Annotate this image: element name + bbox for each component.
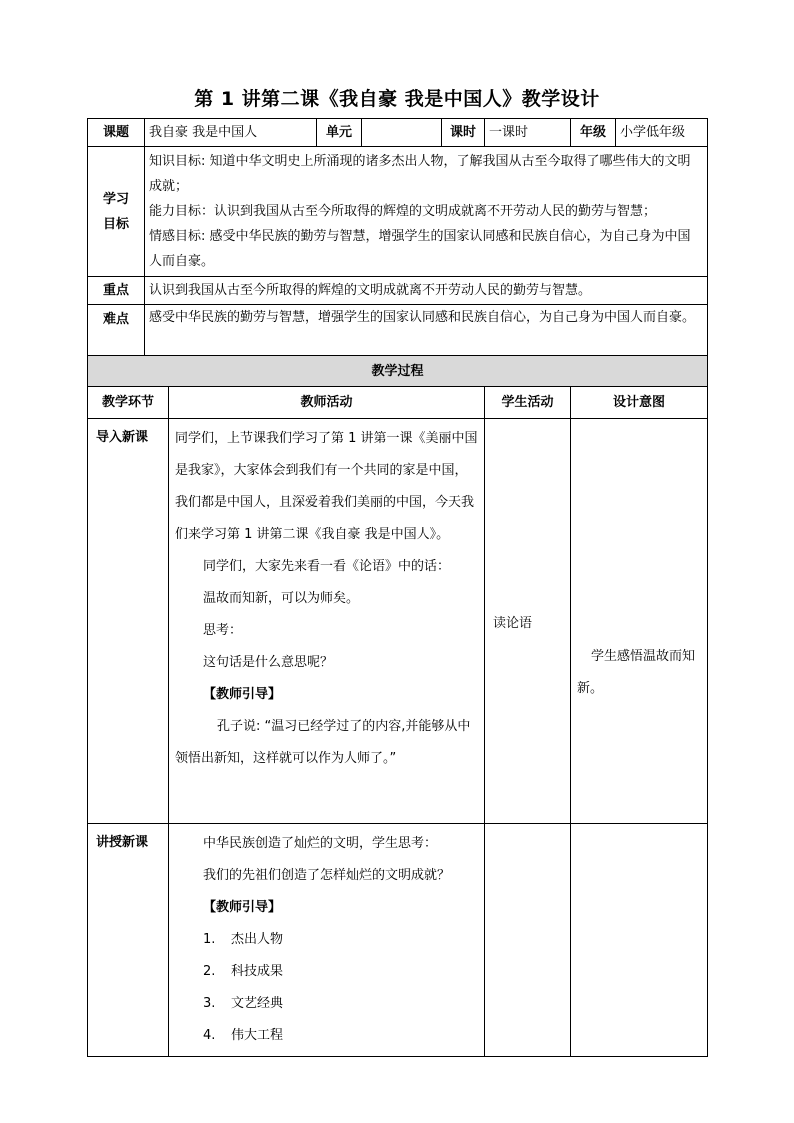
list-item-num: 3.: [203, 996, 216, 1011]
page-title: 第 1 讲第二课《我自豪 我是中国人》教学设计: [194, 88, 600, 110]
unit-value: [362, 119, 442, 147]
new-lead: 中华民族创造了灿烂的文明，学生思考：: [203, 836, 438, 851]
goals-label: 学习 目标: [88, 147, 145, 277]
key-point-text: 认识到我国从古至今所取得的辉煌的文明成就离不开劳动人民的勤劳与智慧。: [145, 277, 708, 305]
new-question: 我们的先祖们创造了怎样灿烂的文明成就？: [203, 868, 451, 883]
hours-label: 课时: [442, 119, 485, 147]
process-header: 教学过程: [88, 356, 708, 387]
list-item-text: 伟大工程: [231, 1028, 284, 1043]
goals-row: [88, 147, 708, 277]
list-item: [175, 1020, 478, 1052]
stage-intro: 导入新课: [88, 419, 169, 824]
info-row: [88, 119, 708, 147]
topic-label: 课题: [88, 119, 145, 147]
section-intro-row: [88, 419, 708, 824]
col-teacher: 教师活动: [169, 387, 485, 419]
list-item: [175, 956, 478, 988]
list-item-text: 文艺经典: [231, 996, 284, 1011]
student-activity-intro: 读论语: [485, 419, 571, 824]
key-point-row: [88, 277, 708, 305]
intent-intro: 学生感悟温故而知新。: [571, 419, 708, 824]
list-item-text: 杰出人物: [231, 932, 284, 947]
answer-text: 孔子说: “温习已经学过了的内容,并能够从中领悟出新知，这样就可以作为人师了。”: [175, 719, 471, 766]
stage-new: 讲授新课: [88, 824, 169, 1057]
column-header-row: [88, 387, 708, 419]
guide-label: 【教师引导】: [203, 687, 282, 702]
col-stage: 教学环节: [88, 387, 169, 419]
list-item: [175, 988, 478, 1020]
key-point-label: 重点: [88, 277, 145, 305]
new-guide-label: 【教师引导】: [203, 900, 282, 915]
process-header-row: [88, 356, 708, 387]
difficulty-row: [88, 305, 708, 356]
list-item-num: 1.: [203, 932, 216, 947]
unit-label: 单元: [317, 119, 362, 147]
goal-emotion: 情感目标: 感受中华民族的勤劳与智慧，增强学生的国家认同感和民族自信心，为自己身为中国人而自豪。: [149, 229, 691, 269]
student-activity-new: [485, 824, 571, 1057]
list-item: [175, 924, 478, 956]
difficulty-text: 感受中华民族的勤劳与智慧，增强学生的国家认同感和民族自信心，为自己身为中国人而自豪。: [145, 305, 708, 356]
col-student: 学生活动: [485, 387, 571, 419]
goal-knowledge: 知识目标: 知道中华文明史上所涌现的诸多杰出人物，了解我国从古至今取得了哪些伟大的文明成就；: [149, 154, 691, 194]
list-item-num: 4.: [203, 1028, 216, 1043]
list-item-num: 2.: [203, 964, 216, 979]
think-label: 思考：: [203, 623, 243, 638]
difficulty-label: 难点: [88, 305, 145, 356]
list-item-text: 科技成果: [231, 964, 284, 979]
quote-lead: 同学们，大家先来看一看《论语》中的话：: [203, 559, 451, 574]
col-intent: 设计意图: [571, 387, 708, 419]
hours-value: 一课时: [485, 119, 571, 147]
intent-new: [571, 824, 708, 1057]
grade-value: 小学低年级: [616, 119, 708, 147]
topic-value: 我自豪 我是中国人: [145, 119, 317, 147]
quote-text: 温故而知新，可以为师矣。: [203, 591, 360, 606]
section-new-row: [88, 824, 708, 1057]
lesson-plan-table: [87, 118, 708, 1057]
question-text: 这句话是什么意思呢？: [203, 655, 334, 670]
intro-text: 同学们，上节课我们学习了第 1 讲第一课《美丽中国是我家》，大家体会到我们有一个共同的家是中国，我们都是中国人，且深爱着我们美丽的中国，今天我们来学习第 1 讲第二课《我自豪 我是中国人》。: [175, 431, 478, 542]
goal-ability: 能力目标：认识到我国从古至今所取得的辉煌的文明成就离不开劳动人民的勤劳与智慧；: [149, 204, 657, 219]
grade-label: 年级: [571, 119, 616, 147]
